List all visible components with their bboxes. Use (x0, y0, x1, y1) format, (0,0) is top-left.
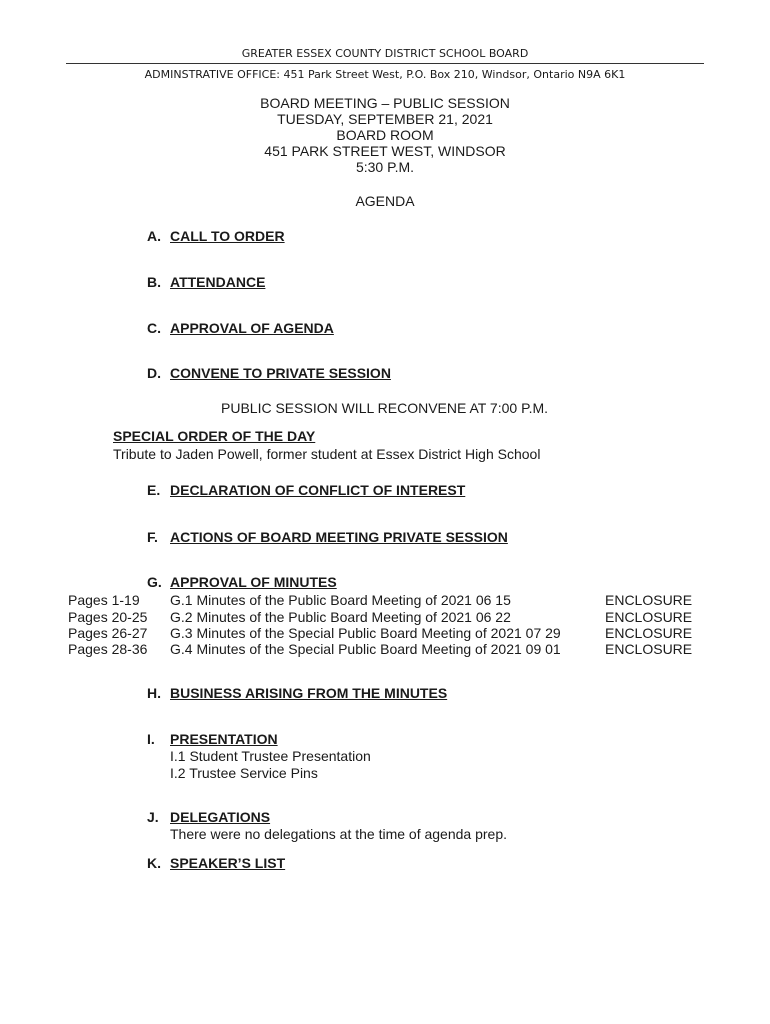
item-d-letter: D. (147, 365, 161, 381)
item-b-letter: B. (147, 274, 161, 290)
item-a-letter: A. (147, 228, 161, 244)
minutes-enclosure: ENCLOSURE (605, 641, 693, 657)
item-e-title: DECLARATION OF CONFLICT OF INTEREST (170, 482, 466, 498)
meeting-room: BOARD ROOM (336, 127, 434, 143)
meeting-date: TUESDAY, SEPTEMBER 21, 2021 (277, 111, 493, 127)
presentation-subitem: I.2 Trustee Service Pins (170, 765, 318, 781)
item-h-letter: H. (147, 685, 161, 701)
minutes-pages: Pages 20-25 (68, 609, 148, 625)
letterhead-organization: GREATER ESSEX COUNTY DISTRICT SCHOOL BOARD (241, 47, 529, 60)
item-k-title: SPEAKER’S LIST (170, 855, 286, 871)
minutes-pages: Pages 28-36 (68, 641, 148, 657)
agenda-heading: AGENDA (355, 193, 415, 209)
letterhead-address: ADMINSTRATIVE OFFICE: 451 Park Street West, P.O. Box 210, Windsor, Ontario N9A 6K1 (144, 68, 626, 81)
item-d-title: CONVENE TO PRIVATE SESSION (170, 365, 391, 381)
special-order-title: SPECIAL ORDER OF THE DAY (113, 428, 316, 444)
minutes-description: G.3 Minutes of the Special Public Board Meeting of 2021 07 29 (170, 625, 561, 641)
presentation-subitem: I.1 Student Trustee Presentation (170, 748, 371, 764)
item-c-title: APPROVAL OF AGENDA (170, 320, 334, 336)
item-k-letter: K. (147, 855, 161, 871)
special-order-text: Tribute to Jaden Powell, former student at Essex District High School (113, 446, 541, 462)
minutes-enclosure: ENCLOSURE (605, 592, 693, 608)
letterhead-divider (66, 63, 704, 64)
item-c-letter: C. (147, 320, 161, 336)
minutes-description: G.1 Minutes of the Public Board Meeting of 2021 06 15 (170, 592, 511, 608)
item-h-title: BUSINESS ARISING FROM THE MINUTES (170, 685, 448, 701)
item-i-letter: I. (147, 731, 155, 747)
item-g-title: APPROVAL OF MINUTES (170, 574, 337, 590)
item-g-letter: G. (147, 574, 162, 590)
minutes-enclosure: ENCLOSURE (605, 609, 693, 625)
meeting-location: 451 PARK STREET WEST, WINDSOR (264, 143, 506, 159)
item-f-letter: F. (147, 529, 158, 545)
minutes-pages: Pages 26-27 (68, 625, 148, 641)
item-b-title: ATTENDANCE (170, 274, 266, 290)
item-e-letter: E. (147, 482, 161, 498)
item-j-letter: J. (147, 809, 159, 825)
item-j-title: DELEGATIONS (170, 809, 271, 825)
minutes-pages: Pages 1-19 (68, 592, 140, 608)
meeting-time: 5:30 P.M. (355, 159, 415, 175)
minutes-description: G.4 Minutes of the Special Public Board Meeting of 2021 09 01 (170, 641, 561, 657)
meeting-title: BOARD MEETING – PUBLIC SESSION (260, 95, 510, 111)
item-i-title: PRESENTATION (170, 731, 278, 747)
item-d-note: PUBLIC SESSION WILL RECONVENE AT 7:00 P.M. (221, 400, 549, 416)
minutes-description: G.2 Minutes of the Public Board Meeting of 2021 06 22 (170, 609, 511, 625)
minutes-enclosure: ENCLOSURE (605, 625, 693, 641)
item-f-title: ACTIONS OF BOARD MEETING PRIVATE SESSION (170, 529, 508, 545)
item-a-title: CALL TO ORDER (170, 228, 285, 244)
delegations-text: There were no delegations at the time of agenda prep. (170, 826, 507, 842)
